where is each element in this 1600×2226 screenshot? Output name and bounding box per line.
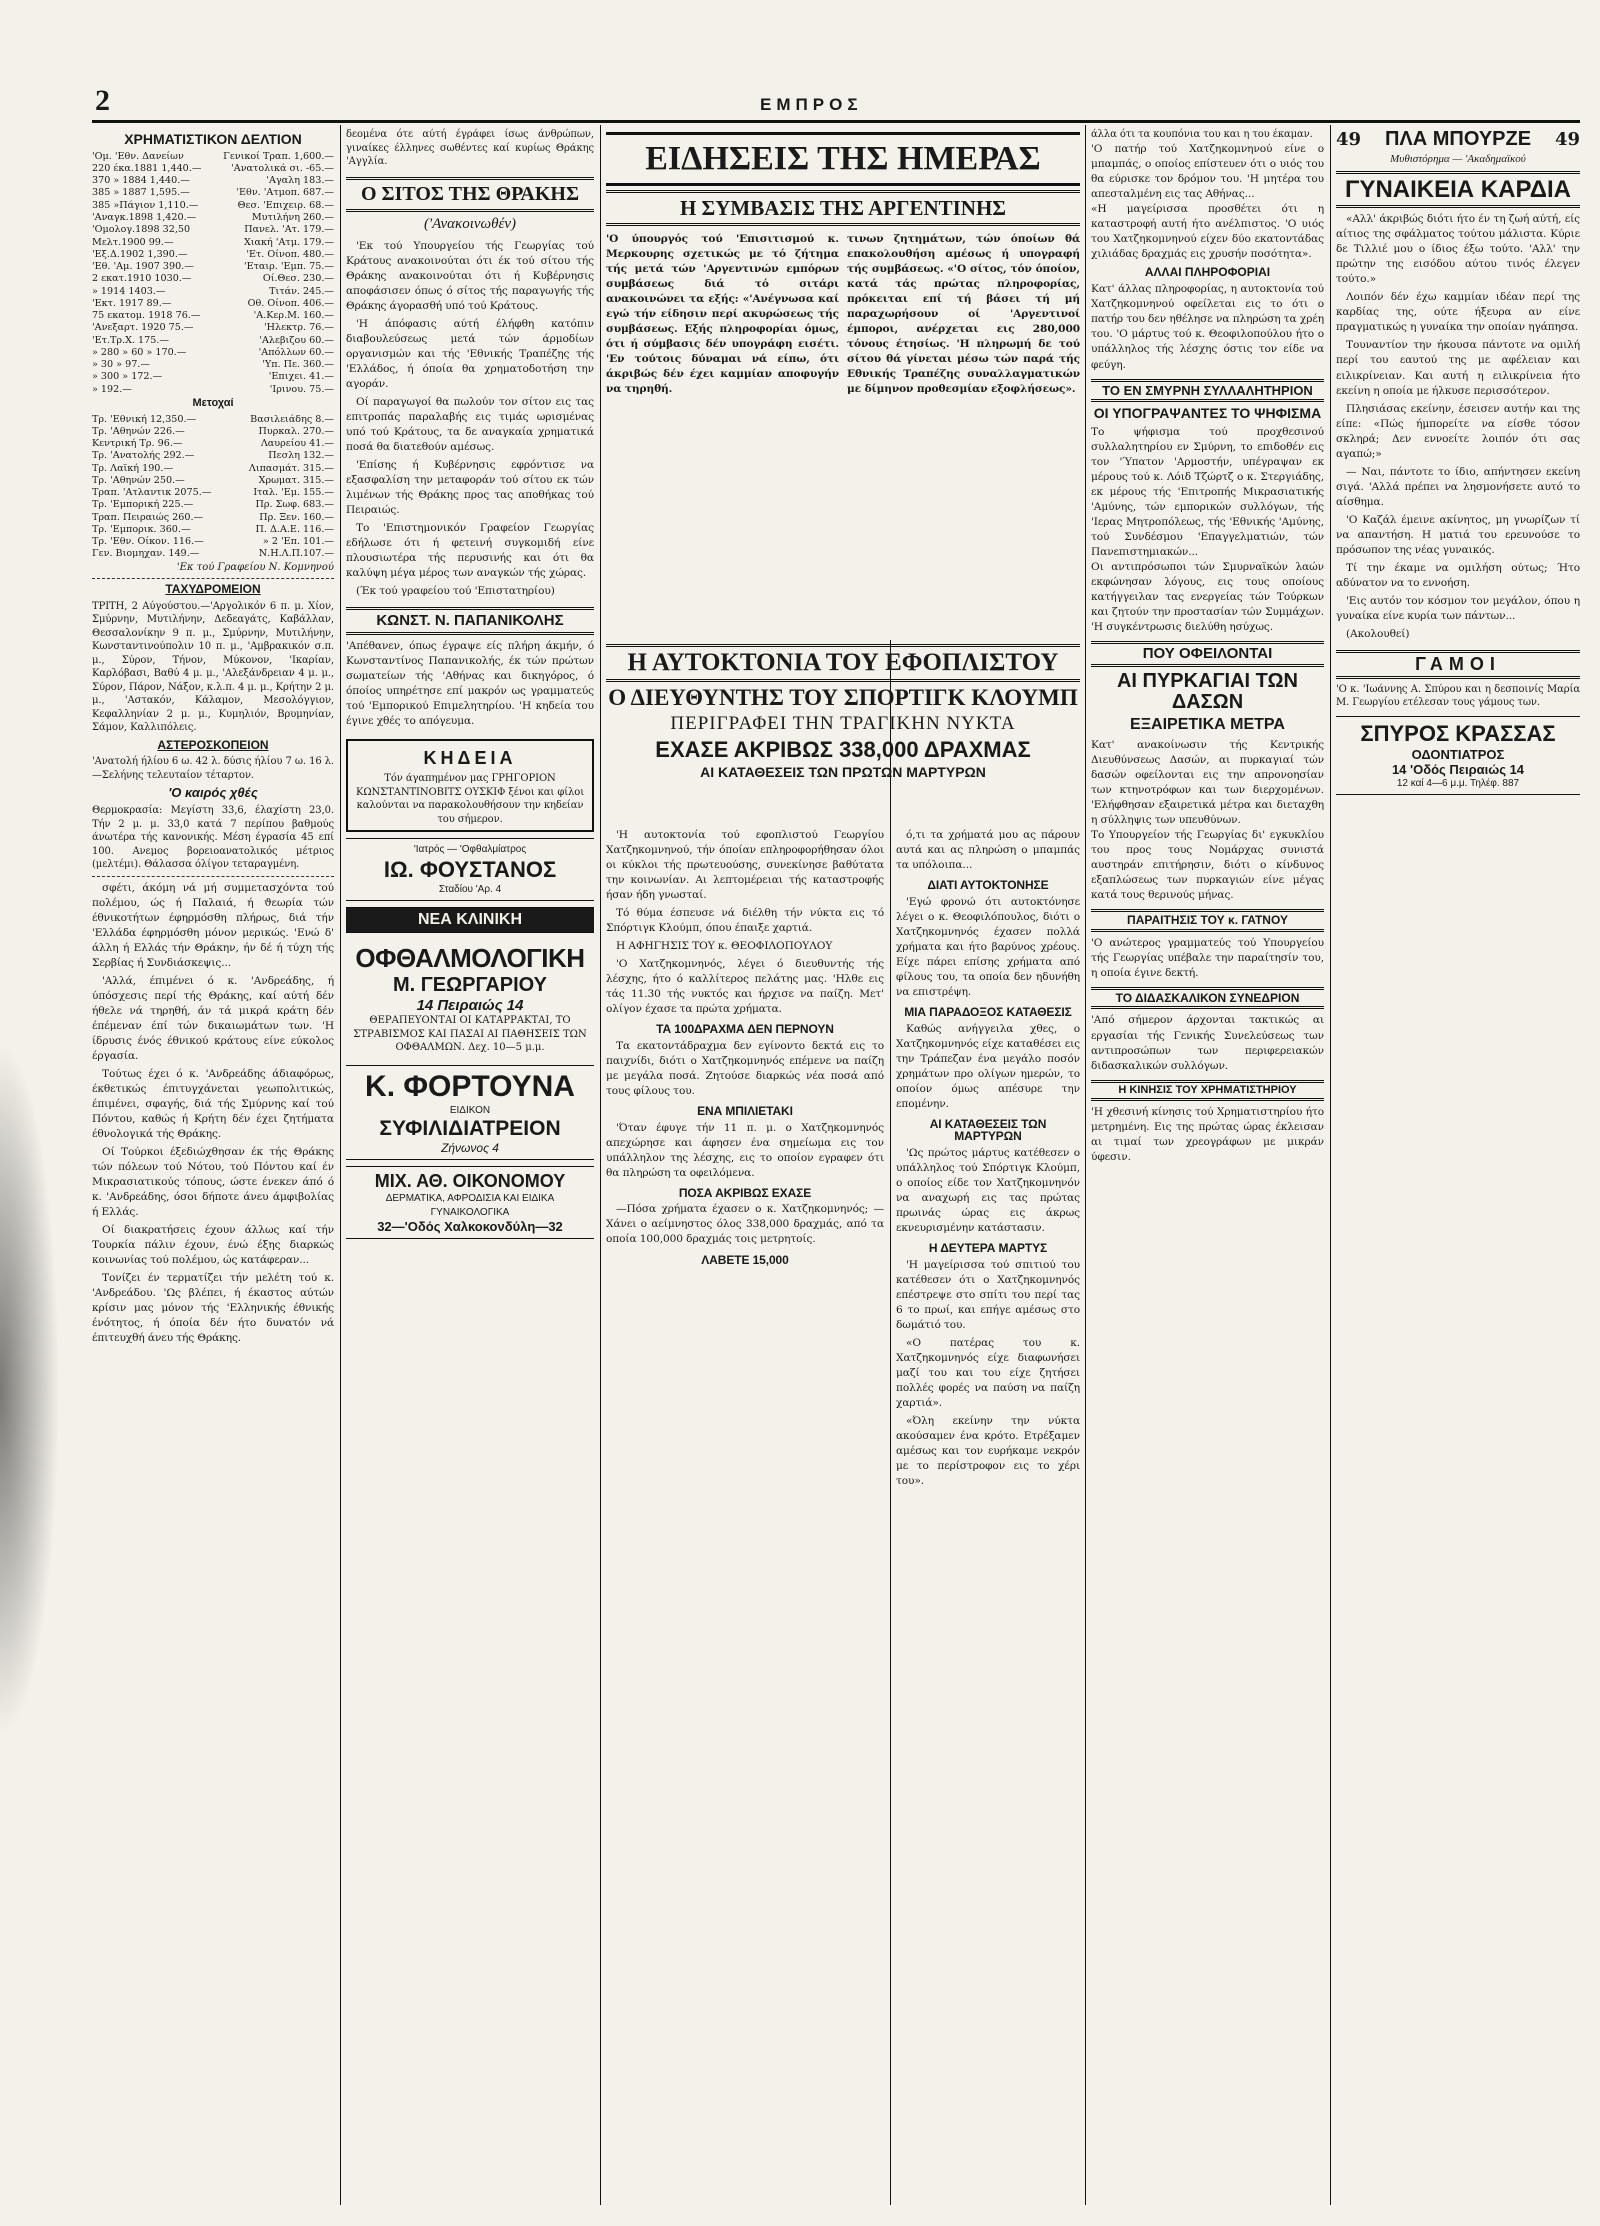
ad-krassas-role: ΟΔΟΝΤΙΑΤΡΟΣ bbox=[1411, 746, 1505, 762]
col5-text2: «Η μαγείρισσα προσθέτει ότι η καταστροφή αυτή ήτο ανέλπιστος. 'Ο υιός του Χατζηκομνηνού είχεν δύο εκατοντάδας χιλιάδας δραχμάς εις χρυσήν ποσότητα». bbox=[1091, 202, 1324, 260]
ad-clinic-top: ΝΕΑ ΚΛΙΝΙΚΗ bbox=[417, 911, 522, 929]
paragraph: Τούτως έχει ό κ. 'Ανδρεάδης άδιαφόρως, έκθετικώς έπιτυγχάνεται γεωπολιτικώς, έπιμένει, σφαγής, διά τής Σμύρνης καί τού Πόντου, καθώς ή Κρήτη δέν έχει ζητήματα έθνολογικά τής Θράκης. bbox=[92, 1067, 334, 1141]
paragraph: Τονίζει έν τερματίζει τήν μελέτη τού κ. 'Ανδρεάδου. 'Ως βλέπει, ή έκαστος αύτών κρίσιν μας μόνον τής 'Ελληνικής έθνικής ένότητος, ή όποία δέν ήτο δυνατόν νά έπιτευχθή άνευ τής Θράκης. bbox=[92, 1272, 334, 1345]
serial-number: 49 bbox=[1336, 129, 1362, 150]
column-news bbox=[1091, 128, 1324, 2208]
suicide-right-col bbox=[896, 828, 1080, 2208]
table-row bbox=[92, 371, 334, 383]
table-cell: Τρ. 'Αθηνών 250.— bbox=[92, 474, 185, 486]
table-row bbox=[92, 200, 334, 212]
table-row bbox=[92, 175, 334, 187]
table-row bbox=[92, 151, 334, 163]
table-cell: Τρ. 'Εθν. Οίκον. 116.— bbox=[92, 536, 204, 548]
table-cell: » 1914 1403.— bbox=[92, 285, 166, 297]
novel-body bbox=[1336, 212, 1580, 642]
wheat-subtitle: ('Ανακοινωθέν) bbox=[423, 215, 517, 232]
table-row bbox=[92, 414, 334, 426]
paragraph: Οί διακρατήσεις έχουν άλλως καί τήν Τουρκία πάλιν έχουν, ένώ έξης διαρκώς κοινωνίας τού πολέμου, ώς κατάφεραν... bbox=[92, 1224, 334, 1267]
table-cell: 'Ομ. 'Εθν. Δανείων bbox=[92, 150, 184, 162]
paragraph: Τουναντίον την ήκουσα πάντοτε να ομιλή περί του εαυτού της με αφέλειαν και ειλικρίνειαν. Και αυτή η ειλικρίνεια ήτο εκείνη η οποία με ήλκυσε περισσότερον. bbox=[1336, 339, 1580, 397]
table-row bbox=[92, 487, 334, 499]
column-divider bbox=[1085, 125, 1086, 2205]
suicide-h4: ΕΧΑΣΕ ΑΚΡΙΒΩΣ 338,000 ΔΡΑΧΜΑΣ bbox=[655, 737, 1031, 763]
table-cell: Ιταλ. 'Εμ. 155.— bbox=[253, 487, 334, 499]
subheading: ΜΙΑ ΠΑΡΑΔΟΞΟΣ ΚΑΤΑΘΕΣΙΣ bbox=[904, 1004, 1072, 1019]
post-text: ΤΡΙΤΗ, 2 Αύγούστου.—'Αργολικόν 6 π. μ. Χίον, Σμύρνην, Μυτιλήνην, Δεδεαγάτς, Καβάλλαν, Θεσσαλονίκην 9 π. μ., Σμύρνην, Μυτιλήνην, Κωνσταντινούπολιν 10 π. μ., 'Αμβρακικόν σ.π. μ., Σύρον, Τήνον, Μύκονον, 'Ικαρίαν, Καρλόβασι, Βαθύ 4 μ. μ., 'Αλεξάνδρειαν 4 μ. μ., Σύρον, Πάρον, Νάξον, κ.λ.π. 4 μ. μ., Κρήτην 2 μ. μ., 'Αστακόν, Κάλαμον, Μεσολόγγιον, Κεφαλληνίαν 2 μ. μ., Κυμηλιόν, Βρυμηνίαν, Σάμον, Καλλιπόλεις. bbox=[92, 600, 334, 734]
argentina-title: Η ΣΥΜΒΑΣΙΣ ΤΗΣ ΑΡΓΕΝΤΙΝΗΣ bbox=[606, 190, 1080, 226]
table-cell: 2 εκατ.1910 1030.— bbox=[92, 273, 192, 285]
paragraph: «Αλλ' άκριβώς διότι ήτο έν τη ζωή αύτή, είς αίτιος της σφάλματος τούτου μάλιστα. Κύριε δε Τιλλιέ μου ο ίδιος έξω τούτο. 'Αλλ' την πρώτην της εισόδου αύτου τινός έλεγεν τούτο.» bbox=[1336, 213, 1580, 286]
subheading: ΑΙ ΚΑΤΑΘΕΣΕΙΣ ΤΩΝ ΜΑΡΤΥΡΩΝ bbox=[929, 1116, 1047, 1144]
ad-krassas-name: ΣΠΥΡΟΣ ΚΡΑΣΣΑΣ bbox=[1360, 720, 1556, 746]
paragraph: —Πόσα χρήματα έχασεν ο κ. Χατζηκομνηνός; —Χάνει ο αείμνηστος όλος 338,000 δραχμάς, από τα οποία 100,000 δραχμάς τοις μετρητοίς. bbox=[606, 1203, 884, 1246]
paragraph: Τα εκατοντάδραχμα δεν εγίνοντο δεκτά εις το παιχνίδι, διότι ο Χατζηκομνηνός επέμενε να παίζη με μεγάλα ποσά. Ζητούσε διαρκώς νέα ποσά από τους φίλους του. bbox=[606, 1039, 884, 1098]
table-cell: 'Α.Κερ.Μ. 160.— bbox=[253, 310, 334, 322]
paragraph: σφέτι, άκόμη νά μή συμμετασχόντα τού πολέμου, ώς ή Παλαιά, ή ϑεωρία τών έθνικοτήτων έφηρμόσθη πλήρως, διά τήν 'Ελλάδα έφηρμόσθη μόνον μερικώς. 'Ενώ δ' άλλη ή Ελλάς τήν Θράκην, ήν δέ ή τύχη τής Σερβίας ή Συνδιάσκεψις... bbox=[92, 881, 334, 969]
ad-fustanos-name: ΙΩ. ΦΟΥΣΤΑΝΟΣ bbox=[383, 856, 557, 882]
suicide-h5: ΑΙ ΚΑΤΑΘΕΣΕΙΣ ΤΩΝ ΠΡΩΤΩΝ ΜΑΡΤΥΡΩΝ bbox=[700, 764, 986, 781]
paragraph: Πλησιάσας εκείνην, έσεισεν αυτήν και της είπε: «Πώς ήμπορείτε να είσθε τόσον σκληρά; Δεν εννοείτε λοιπόν ότι σας αγαπώ;» bbox=[1336, 402, 1580, 460]
table-row bbox=[92, 224, 334, 236]
suicide-right-body bbox=[896, 828, 1080, 1489]
serial-subtitle: Μυθιστόρημα — 'Ακαδημαϊκού bbox=[1390, 153, 1526, 165]
table-cell: 'Εθν. 'Ατμοπ. 687.— bbox=[236, 187, 334, 199]
table-row bbox=[92, 310, 334, 322]
table-row bbox=[92, 237, 334, 249]
table-cell: 'Εκτ. 1917 89.— bbox=[92, 297, 172, 309]
funeral-notice bbox=[346, 739, 594, 832]
wheat-body bbox=[346, 239, 594, 600]
subheading: Η ΔΕΥΤΕΡΑ ΜΑΡΤΥΣ bbox=[928, 1241, 1048, 1256]
paragraph: Λοιπόν δέν έχω καμμίαν ιδέαν περί της καρδίας της, ούτε ήξευρα αν είνε πραγματικώς η γυναίκα την οποίαν ηγάπησα. bbox=[1336, 291, 1580, 334]
table-row bbox=[92, 536, 334, 548]
ad-clinic-text: ΘΕΡΑΠΕΥΟΝΤΑΙ ΟΙ ΚΑΤΑΡΡΑΚΤΑΙ, ΤΟ ΣΤΡΑΒΙΣΜΟΣ ΚΑΙ ΠΑΣΑΙ ΑΙ ΠΑΘΗΣΕΙΣ ΤΩΝ ΟΦΘΑΛΜΩΝ. Δεχ. 10—5 μ.μ. bbox=[353, 1015, 587, 1054]
table-row bbox=[92, 499, 334, 511]
table-cell: Πρ. Σωφ. 683.— bbox=[255, 499, 334, 511]
ad-fortouna-big: ΣΥΦΙΛΙΔΙΑΤΡΕΙΟΝ bbox=[379, 1117, 561, 1141]
table-cell: Πεσλη 132.— bbox=[268, 450, 334, 462]
table-cell: 'Αλεβιζου 60.— bbox=[259, 334, 334, 346]
table-cell: Τραπ. 'Ατλαντικ 2075.— bbox=[92, 487, 212, 499]
table-cell: Κεντρική Τρ. 96.— bbox=[92, 438, 183, 450]
suicide-headlines bbox=[606, 640, 1080, 825]
suicide-left-body bbox=[606, 828, 884, 1266]
paragraph: — Ναι, πάντοτε το ίδιο, απήντησεν εκείνη σιγά. 'Αλλά πρέπει να λησμονήσετε αυτό το αίσθημα. bbox=[1336, 465, 1580, 508]
table-cell: Γενικοί Τραπ. 1,600.— bbox=[223, 150, 334, 162]
serial-header bbox=[1336, 128, 1580, 151]
ad-clinic bbox=[346, 939, 594, 1059]
astro-title: ΑΣΤΕΡΟΣΚΟΠΕΙΟΝ bbox=[157, 737, 269, 752]
column-wheat bbox=[346, 128, 594, 2208]
ad-clinic-person: Μ. ΓΕΩΡΓΑΡΙΟΥ bbox=[392, 974, 548, 997]
section-title: ΕΙΔΗΣΕΙΣ ΤΗΣ ΗΜΕΡΑΣ bbox=[606, 132, 1080, 186]
paragraph: Το 'Επιστημονικόν Γραφείον Γεωργίας εδήλωσε ότι ή φετεινή συγκομιδή είνε πλουσιωτέρα τής περυσινής και ότι θα καλύψη μέγα μέρος των αναγκών τής χώρας. bbox=[346, 522, 594, 580]
top-text: δεομένα ότε αύτή έγράφει ίσως άνθρώπων, γιναίκες έλληνες σωθέντες καί κυρίως Θράκης 'Αγγλία. bbox=[346, 129, 594, 167]
weather-title: 'Ο καιρός χθές bbox=[168, 785, 258, 801]
table-cell: 385 » 1887 1,595.— bbox=[92, 187, 190, 199]
table-row bbox=[92, 286, 334, 298]
ad-fortouna-addr: Ζήνωνος 4 bbox=[441, 1141, 499, 1156]
column-divider bbox=[340, 125, 341, 2205]
table-cell: » 2 'Επ. 101.— bbox=[262, 536, 334, 548]
column-finance bbox=[92, 128, 334, 2208]
argentina-right: τινων ζητημάτων, τών όποίων θά επακολουθήση αμέσως ή υπογραφή τής συμβάσεως. «'Ο σίτος, τόν όποίον, κατά τάς πρώτας πληροφορίας, πρόκειται επί τή βάσει τή μή παραχωρήσουν οί 'Αργεντινοί έμποροι, ανέρχεται εις 280,000 τόνους έτησίως. 'Η πληρωμή δε τού σίτου θά γίνεται μέσω τών παρά τής Εθνικής Τραπέζης συναλλαγματικών με δίμηνον προθεσμίαν εξοφλήσεως». bbox=[847, 232, 1080, 396]
table-cell: 'Αγαλη 183.— bbox=[266, 175, 334, 187]
table-row bbox=[92, 548, 334, 560]
paragraph: 'Η αυτοκτονία τού εφοπλιστού Γεωργίου Χατζηκομνηνού, τήν όποίαν επληροφορήθησαν όλοι οι κύκλοι τής πρωτευούσης, συνεκίνησε βαθύτατα την κοινωνίαν. Αι λεπτομέρειαι τής καταστροφής ήσαν ήδη γνωσταί. bbox=[606, 829, 884, 902]
masthead-rule bbox=[92, 120, 1580, 123]
table-row bbox=[92, 335, 334, 347]
paragraph: Οί παραγωγοί θα πωλούν τον σίτον εις τας επιτροπάς παραλαβής εις τιμάς ωρισμένας υπό τού Κράτους, τα δε αναγκαία χρηματικά ποσά θα διατεθούν αμέσως. bbox=[346, 395, 594, 453]
table-cell: Πανελ. 'Ατ. 179.— bbox=[244, 224, 334, 236]
ad-clinic-name: ΟΦΘΑΛΜΟΛΟΓΙΚΗ bbox=[355, 943, 585, 974]
suicide-h2: Ο ΔΙΕΥΘΥΝΤΗΣ ΤΟΥ ΣΠΟΡΤΙΓΚ ΚΛΟΥΜΠ bbox=[608, 685, 1078, 711]
fire-title: ΠΟΥ ΟΦΕΙΛΟΝΤΑΙ bbox=[1091, 641, 1324, 667]
finance-source: 'Εκ τού Γραφείου Ν. Κομνηνού bbox=[176, 561, 334, 573]
table-cell: 'Ανατολικά σι. -65.— bbox=[231, 162, 334, 174]
table-cell: Τρ. Λαϊκή 190.— bbox=[92, 462, 174, 474]
argentina-body bbox=[606, 232, 1080, 397]
table-row bbox=[92, 322, 334, 334]
table-row bbox=[92, 273, 334, 285]
table-cell: 385 »Πάγιον 1,110.— bbox=[92, 199, 199, 211]
paragraph: «Όλη εκείνην την νύκτα ακούσαμεν ένα κρότο. Ετρέξαμεν αμέσως και τον ευρήκαμε νεκρόν με το περίστροφον εις το χέρι του». bbox=[896, 1414, 1080, 1488]
paragraph: Καθώς ανήγγειλα χθες, ο Χατζηκομνηνός είχε καταθέσει εις την Τράπεζαν ένα μεγάλο ποσόν χρημάτων προ ολίγων ημερών, το οποίον όμως απέσυρε την επομένην. bbox=[896, 1022, 1080, 1110]
ad-fortouna-name: Κ. ΦΟΡΤΟΥΝΑ bbox=[365, 1069, 575, 1103]
funeral-title: ΚΗΔΕΙΑ bbox=[423, 748, 517, 769]
table-row bbox=[92, 524, 334, 536]
paragraph: Τό θύμα έσπευσε νά διέλθη τήν νύκτα εις τό Σπόρτιγκ Κλούμπ, όπου έπαιξε χαρτιά. bbox=[606, 907, 884, 935]
table-cell: Τρ. 'Αθηνών 226.— bbox=[92, 425, 185, 437]
page-number-left: 2 bbox=[95, 84, 110, 117]
ad-oikonomou-text: ΔΕΡΜΑΤΙΚΑ, ΑΦΡΟΔΙΣΙΑ ΚΑΙ ΕΙΔΙΚΑ ΓΥΝΑΙΚΟΛΟΓΙΚΑ bbox=[385, 1193, 555, 1218]
didask-title: ΤΟ ΔΙΔΑΣΚΑΛΙΚΟΝ ΣΥΝΕΔΡΙΟΝ bbox=[1091, 987, 1324, 1010]
table-row bbox=[92, 450, 334, 462]
table-cell: Π. Δ.Α.Ε. 116.— bbox=[255, 523, 334, 535]
ad-fortouna-sub: ΕΙΔΙΚΟΝ bbox=[449, 1104, 491, 1116]
ad-oikonomou bbox=[346, 1166, 594, 1239]
table-cell: Πυρκαλ. 270.— bbox=[258, 425, 334, 437]
smyrni-title: ΤΟ ΕΝ ΣΜΥΡΝΗ ΣΥΛΛΑΛΗΤΗΡΙΟΝ bbox=[1091, 379, 1324, 403]
ad-fustanos bbox=[346, 838, 594, 901]
fire-text2: Το Υπουργείον τής Γεωργίας δι' εγκυκλίου του προς τους Νομάρχας συνιστά αυστηράν επιτήρησιν, διότι ο κίνδυνος εξαπλώσεως των πυρκαγιών είνε μέγας κατά τους θερινούς μήνας. bbox=[1091, 829, 1324, 902]
column-divider bbox=[600, 125, 601, 2205]
table-cell: Τρ. 'Ανατολής 292.— bbox=[92, 450, 195, 462]
ad-clinic-banner bbox=[346, 907, 594, 933]
table-cell: » 30 » 97.— bbox=[92, 359, 150, 371]
paragraph: 'Η μαγείρισσα τού σπιτιού του κατέθεσεν ότι ο Χατζηκομνηνός επέστρεψε στο σπίτι του περί τας 6 το πρωί, και επήγε αμέσως στο δωμάτιό του. bbox=[896, 1258, 1080, 1331]
table-cell: Οί.Θεσ. 230.— bbox=[262, 273, 334, 285]
article-body bbox=[92, 881, 334, 1347]
paragraph: «Ο πατέρας του κ. Χατζηκομνηνός είχε διαφωνήσει μαζί του και του είχε ζητήσει πολλές φορές να παύση να παίζη χαρτιά». bbox=[896, 1336, 1080, 1409]
ad-fortouna bbox=[346, 1065, 594, 1161]
table-cell: 'Επιχει. 41.— bbox=[268, 371, 334, 383]
table-cell: 'Εταιρ. 'Εμπ. 75.— bbox=[243, 261, 334, 273]
fire-h2: ΑΙ ΠΥΡΚΑΓΙΑΙ ΤΩΝ ΔΑΣΩΝ bbox=[1116, 670, 1299, 714]
didask-text: 'Από σήμερον άρχονται τακτικώς αι εργασίαι τής Γενικής Συνελεύσεως των αντιπροσώπων των περιφερειακών διδασκαλικών συλλόγων. bbox=[1091, 1014, 1324, 1072]
gatny-text: 'Ο ανώτερος γραμματεύς τού Υπουργείου τής Γεωργίας υπέβαλε την παραίτησίν του, η οποία έγινε δεκτή. bbox=[1091, 936, 1324, 979]
table-cell: 'Ετ.Τρ.Χ. 175.— bbox=[92, 334, 169, 346]
divider bbox=[92, 578, 334, 579]
table-cell: Τραπ. Πειραιώς 260.— bbox=[92, 511, 204, 523]
paragraph: 'Η άπόφασις αύτή έλήφθη κατόπιν διαβουλεύσεως μετά τών άρμοδίων οργανισμών και τής 'Εθνικής Τραπέζης τής 'Ελλάδος, ή όποία θα χρηματοδοτήση την αγοράν. bbox=[346, 317, 594, 390]
center-top bbox=[606, 128, 1080, 638]
table-cell: Μυτιλήνη 260.— bbox=[251, 212, 334, 224]
suicide-h3: ΠΕΡΙΓΡΑΦΕΙ ΤΗΝ ΤΡΑΓΙΚΗΝ ΝΥΚΤΑ bbox=[670, 713, 1016, 735]
column-divider bbox=[1330, 125, 1331, 2205]
paragraph: 'Αλλά, έπιμένει ό κ. 'Ανδρεάδης, ή ύπόσχεσις περί τής Θράκης, καί αύτή δέν ήθελε νά τηρηθή, άν τά μικρά κράτη δέν έπέμεναν έπί τών δικαιωμάτων των. 'Η ίδρυσις ένός έθνικού κράτους είνε εύκολος έργασία. bbox=[92, 974, 334, 1062]
subheading: ΔΙΑΤΙ ΑΥΤΟΚΤΟΝΗΣΕ bbox=[927, 878, 1049, 893]
weather-text: Θερμοκρασία: Μεγίστη 33,6, έλαχίστη 23,0. Τήν 2 μ. μ. 33,0 κατά 7 περίπου βαθμούς άνωτέρα τής κανονικής. Μέση έγρασία 45 επί 100. Ανεμος βορειοανατολικός μέτριος (μελτέμι). Θάλασσα όλίγον τεταραγμένη. bbox=[92, 805, 334, 871]
paragraph: 'Ως πρώτος μάρτυς κατέθεσεν ο υπάλληλος τού Σπόρτιγκ Κλούμπ, ο οποίος είδε τον Χατζηκομνηνόν να αναχωρή εις τας πρώτας πρωινάς ώρας εις άκρως εκνευρισμένην κατάστασιν. bbox=[896, 1146, 1080, 1235]
table-row bbox=[92, 261, 334, 273]
table-cell: Τρ. 'Εθνική 12,350.— bbox=[92, 413, 197, 425]
suicide-title: Η ΑΥΤΟΚΤΟΝΙΑ ΤΟΥ ΕΦΟΠΛΙΣΤΟΥ bbox=[606, 644, 1080, 682]
table-cell: Πρ. Ξεν. 160.— bbox=[259, 511, 334, 523]
table-cell: Θεσ. 'Επιχειρ. 68.— bbox=[237, 199, 334, 211]
table-cell: Τιτάν. 245.— bbox=[269, 285, 334, 297]
table-cell: Γεν. Βιομηχαν. 149.— bbox=[92, 548, 200, 560]
table-cell: 'Ομολογ.1898 32,50 bbox=[92, 224, 191, 236]
table-cell: 'Ανεξαρτ. 1920 75.— bbox=[92, 322, 194, 334]
table-cell: 370 » 1884 1,440.— bbox=[92, 175, 190, 187]
gamoi-title: ΓΑΜΟΙ bbox=[1336, 650, 1580, 679]
stocks-title: Μετοχαί bbox=[192, 397, 234, 409]
table-cell: Οθ. Οίνοπ. 406.— bbox=[247, 297, 334, 309]
paragraph: (Έκ τού γραφείου τού 'Επιστατηρίου) bbox=[356, 585, 555, 598]
table-row bbox=[92, 212, 334, 224]
table-cell: 'Υπ. Πε. 360.— bbox=[262, 359, 334, 371]
column-serial bbox=[1336, 128, 1580, 2208]
table-cell: 'Εθ. 'Αμ. 1907 390.— bbox=[92, 261, 194, 273]
column-divider bbox=[890, 640, 891, 2205]
subheading: ΛΑΒΕΤΕ 15,000 bbox=[701, 1252, 789, 1267]
chrimat-text: 'Η χθεσινή κίνησις τού Χρηματιστηρίου ήτο μετρημένη. Εις της πρώτας ώρας έκλεισαν αι τιμαί των χρεογράφων με μικράν ύφεσιν. bbox=[1091, 1106, 1324, 1164]
page-stain bbox=[0, 1040, 60, 1740]
table-cell: 75 εκατομ. 1918 76.— bbox=[92, 310, 201, 322]
wheat-title: Ο ΣΙΤΟΣ ΤΗΣ ΘΡΑΚΗΣ bbox=[346, 177, 594, 212]
gamoi-text: 'Ο κ. 'Ιωάννης Α. Σπύρου και η δεσποινίς Μαρία Μ. Γεωργίου ετέλεσαν τους γάμους των. bbox=[1336, 683, 1580, 709]
table-row bbox=[92, 187, 334, 199]
table-cell: 220 έκα.1881 1,440.— bbox=[92, 162, 202, 174]
smyrni-text2: Οι αντιπρόσωποι τών Σμυρναϊκών λαών εκφώνησαν λόγους, εις τους οποίους κατήγγειλαν τας ενεργείας τών Τούρκων και ζητούν την προστασίαν τών Συμμάχων. 'Η συγκέντρωσις διελύθη ησύχως. bbox=[1091, 561, 1324, 634]
fire-text: Κατ' ανακοίνωσιν τής Κεντρικής Διευθύνσεως Δασών, αι πυρκαγιαί τών δασών οφείλονται εις την απρονοησίαν των κτηνοτρόφων και των διερχομένων. 'Ελήφθησαν εξαιρετικά μέτρα και διεταχθη η σύλληψις των υπευθύνων. bbox=[1091, 738, 1324, 826]
subheading: ΕΝΑ ΜΠΙΛΙΕΤΑΚΙ bbox=[697, 1104, 793, 1119]
novel-title: ΓΥΝΑΙΚΕΙΑ ΚΑΡΔΙΑ bbox=[1336, 171, 1580, 208]
paragraph: 'Ο Χατζηκομνηνός, λέγει ό διευθυντής τής λέσχης, ήτο ό καλλίτερος πελάτης μας. 'Ηλθε εις τάς 11.30 τής νυκτός και ήρχισε να παίζη. Μετ' ολίγον έχασε τα πρώτα χρήματα. bbox=[606, 958, 884, 1016]
table-cell: » 300 » 172.— bbox=[92, 371, 163, 383]
paragraph: 'Ο Καζάλ έμεινε ακίνητος, μη γνωρίζων τί να απαντήση. Η ματιά του ερευνούσε το πρόσωπον της νέας γυναικός. bbox=[1336, 513, 1580, 556]
serial-number-right: 49 bbox=[1554, 129, 1580, 150]
subheading: ΠΟΣΑ ΑΚΡΙΒΩΣ ΕΧΑΣΕ bbox=[678, 1185, 812, 1200]
table-cell: Χιακή 'Ατμ. 179.— bbox=[243, 236, 334, 248]
table-cell: Τρ. 'Εμπορικ. 360.— bbox=[92, 523, 191, 535]
col5-top: άλλα ότι τα κουπόνια του και η του έκαμαν. bbox=[1091, 129, 1313, 140]
suicide-left-col bbox=[606, 828, 884, 2208]
ad-krassas-hours: 12 καί 4—6 μ.μ. Τηλέφ. 887 bbox=[1396, 777, 1520, 789]
table-cell: Ν.Η.Λ.Π.107.— bbox=[258, 548, 334, 560]
ad-krassas-addr: 14 'Οδός Πειραιώς 14 bbox=[1391, 761, 1525, 777]
paragraph: (Ακολουθεί) bbox=[1346, 628, 1410, 640]
obit-title: ΚΩΝΣΤ. Ν. ΠΑΠΑΝΙΚΟΛΗΣ bbox=[346, 607, 594, 635]
subheading: ΤΑ 100ΔΡΑΧΜΑ ΔΕΝ ΠΕΡΝΟΥΝ bbox=[656, 1022, 834, 1037]
table-cell: 'Εξ.Δ.1902 1,390.— bbox=[92, 248, 188, 260]
divider bbox=[92, 876, 334, 877]
table-row bbox=[92, 426, 334, 438]
table-cell: 'Ιρινου. 75.— bbox=[269, 383, 334, 395]
table-cell: Λαυρείου 41.— bbox=[260, 438, 334, 450]
table-cell: 'Απόλλων 60.— bbox=[258, 346, 334, 358]
gatny-title: ΠΑΡΑΙΤΗΣΙΣ ΤΟΥ κ. ΓΑΤΝΟΥ bbox=[1091, 909, 1324, 932]
table-cell: Τρ. 'Εμπορική 225.— bbox=[92, 499, 194, 511]
table-row bbox=[92, 438, 334, 450]
paragraph: 'Εκ τού Υπουργείου τής Γεωργίας τού Κράτους ανακοινούται ότι έκ τού σίτου τής Θράκης ανακοινούται ότι ή Κυβέρνησις αποφάσισεν όπως ό σίτος τής παραγωγής τής Θράκης άγορασθή υπό τού Κράτους. bbox=[346, 239, 594, 312]
paragraph: Οί Τούρκοι έξεδιώχθησαν έκ τής Θράκης τών πόλεων τού Νότου, τού Πόντου καί έν Μικρασιατικούς τόπους, ώστε ένεκεν άπό ό κ. 'Ανδρεάδης, όσοι δήποτε άνευ άμφιβολίας ή Ελλάς. bbox=[92, 1146, 334, 1219]
astro-text: 'Ανατολή ήλίου 6 ω. 42 λ. δύσις ήλίου 7 ω. 16 λ.—Σελήνης τελευταίον τέταρτον. bbox=[92, 756, 334, 781]
post-title: ΤΑΧΥΔΡΟΜΕΙΟΝ bbox=[165, 582, 261, 597]
serial-title: ΠΛΑ ΜΠΟΥΡΖΕ bbox=[1384, 128, 1532, 150]
table-cell: Λιπασμάτ. 315.— bbox=[248, 462, 334, 474]
ad-fustanos-sub: Σταδίου 'Αρ. 4 bbox=[438, 883, 502, 895]
paragraph: 'Εις αυτόν τον κόσμον τον μεγάλον, όπου η γυναίκα είνε κυρία των πάντων... bbox=[1336, 594, 1580, 622]
table-row bbox=[92, 359, 334, 371]
table-cell: 'Αναγκ.1898 1,420.— bbox=[92, 212, 197, 224]
finance-title: ΧΡΗΜΑΤΙΣΤΙΚΟΝ ΔΕΛΤΙΟΝ bbox=[124, 131, 302, 147]
paragraph: 'Όταν έφυγε τήν 11 π. μ. ο Χατζηκομνηνός απεχώρησε και άφησεν ένα σημείωμα εις τον υπάλληλον της λέσχης, εις το οποίον εγραφεν ότι θα πληρώση τα οφειλόμενα. bbox=[606, 1121, 884, 1179]
argentina-left: 'Ο ύπουργός τού 'Επισιτισμού κ. Μερκουρης σχετικώς με τό ζήτημα τής μετά τών 'Αργεντινών εμπόρων συμβάσεως διά τό σιτάρι ανακοινώνει τα εξής: «'Ανέγνωσα καί εγώ τήν είδησιν περί ακυρώσεως τής συμβάσεως. Εξής πληροφορίαι όμως, ότι ή σύμβασις δέν υπογράφη εισέτι. 'Εν τούτοις δύναμαι νά είπω, ότι άκριβώς δέν έχει καμμίαν αποφυγήν να τηρηθή. bbox=[606, 232, 839, 396]
stocks-table bbox=[92, 414, 334, 561]
table-row bbox=[92, 347, 334, 359]
ad-clinic-address: 14 Πειραιώς 14 bbox=[416, 997, 524, 1015]
table-row bbox=[92, 463, 334, 475]
table-cell: Χρωματ. 315.— bbox=[258, 474, 334, 486]
table-row bbox=[92, 475, 334, 487]
table-row bbox=[92, 298, 334, 310]
funeral-text: Τόν άγαπημένον μας ΓΡΗΓΟΡΙΟΝ ΚΩΝΣΤΑΝΤΙΝΟΒΙΤΣ ΟΥΣΚΙΦ ξένοι και φίλοι καλούνται να παρακολουθήσουν την κηδείαν του σήμερον. bbox=[355, 773, 585, 825]
table-row bbox=[92, 163, 334, 175]
table-row bbox=[92, 512, 334, 524]
obit-text: 'Απέθανεν, όπως έγραψε είς πλήρη άκμήν, ό Κωνσταντίνος Παπανικολής, έκ τών πρώτων σωματείων τής 'Αθήνας και δικηγόρος, ό όποίος υπηρέτησε επί μακρόν ως γραμματεύς τού 'Εμπορικού Επιμελητηρίου. 'Η κηδεία του έγινε χθές το απόγευμα. bbox=[346, 639, 594, 728]
table-cell: Μελτ.1900 99.— bbox=[92, 236, 174, 248]
ad-oikonomou-name: ΜΙΧ. ΑΘ. ΟΙΚΟΝΟΜΟΥ bbox=[374, 1171, 566, 1192]
ad-krassas bbox=[1336, 716, 1580, 796]
col5-text1: 'Ο πατήρ τού Χατζηκομνηνού είνε ο μπαμπάς, ο οποίος επίστευεν ότι ο υιός του θα εύρισκε τον δρόμον του. 'Η μητέρα του απεσταλμένη εις τας Αθήνας... bbox=[1091, 142, 1324, 200]
paragraph: Η ΑΦΗΓΗΣΙΣ ΤΟΥ κ. ΘΕΟΦΙΛΟΠΟΥΛΟΥ bbox=[616, 940, 833, 953]
table-cell: 'Ετ. Οίνοπ. 480.— bbox=[246, 248, 334, 260]
table-cell: » 280 » 60 » 170.— bbox=[92, 346, 187, 358]
table-row bbox=[92, 249, 334, 261]
paragraph: Τί την έκαμε να ομιλήση ούτως; Ήτο αδύνατον να το εννοήση. bbox=[1336, 561, 1580, 589]
paragraph: 'Επίσης ή Κυβέρνησις εφρόντισε να εξασφαλίση την μεταφοράν τού σίτου εκ τών λιμένων τής Θράκης προς τας αποθήκας τού Πειραιώς. bbox=[346, 458, 594, 517]
ad-fustanos-top: 'Ιατρός — 'Οφθαλμίατρος bbox=[413, 844, 527, 856]
chrimat-title: Η ΚΙΝΗΣΙΣ ΤΟΥ ΧΡΗΜΑΤΙΣΤΗΡΙΟΥ bbox=[1091, 1080, 1324, 1102]
finance-table bbox=[92, 151, 334, 396]
table-cell: Βασιλειάδης 8.— bbox=[250, 413, 334, 425]
paragraph: ό,τι τα χρήματά μου ας πάρουν αυτά και ας πληρώση ο μπαμπάς τα υπόλοιπα... bbox=[896, 829, 1080, 872]
alles-title: ΑΛΛΑΙ ΠΛΗΡΟΦΟΡΙΑΙ bbox=[1144, 264, 1271, 279]
paragraph: 'Εγώ φρονώ ότι αυτοκτόνησε λέγει ο κ. Θεοφιλόπουλος, διότι ο Χατζηκομνηνός έχασεν πολλά χρήματα και ήτο βαρύνος χρέους. Είχε πάρει επίσης χρήματα από φίλους του, τα οποία δεν ηδυνήθη να επιστρέψη. bbox=[896, 895, 1080, 998]
newspaper-name: ΕΜΠΡΟΣ bbox=[760, 95, 863, 114]
smyrni-text: Το ψήφισμα τού προχθεσινού συλλαλητηρίου εν Σμύρνη, το επιδοθέν εις τον 'Ύπατον 'Αρμοστήν, υπέγραψαν εκ μέρους τού κ. Λόιδ Τζώρτζ ο κ. Στεργιάδης, εκ μέρους τής 'Επιτροπής Μικρασιατικής 'Αμύνης, τών εμπορικών συλλόγων, τής 'Ιερας Μητροπόλεως, τής 'Εθνικής 'Αμύνης, τού Συνδέσμου 'Επαγγελματιών, τών Πανεπιστημιακών... bbox=[1091, 425, 1324, 559]
table-cell: 'Ηλεκτρ. 76.— bbox=[264, 322, 334, 334]
fire-h3: ΕΞΑΙΡΕΤΙΚΑ ΜΕΤΡΑ bbox=[1130, 716, 1285, 734]
smyrni-sub: ΟΙ ΥΠΟΓΡΑΨΑΝΤΕΣ ΤΟ ΨΗΦΙΣΜΑ bbox=[1093, 405, 1322, 422]
alles-text: Κατ' άλλας πληροφορίας, η αυτοκτονία τού Χατζηκομνηνού οφείλεται εις το ότι ο πατήρ του δεν ηθέλησε να πληρώση τα χρέη του. 'Ο μάρτυς τού κ. Θεοφιλοπούλου ήτο ο υπάλληλος τής λέσχης όστις τον είδε να φεύγη. bbox=[1091, 283, 1324, 371]
table-cell: » 192.— bbox=[92, 383, 132, 395]
ad-oikonomou-addr: 32—'Οδός Χαλκοκονδύλη—32 bbox=[377, 1219, 563, 1235]
table-row bbox=[92, 384, 334, 396]
